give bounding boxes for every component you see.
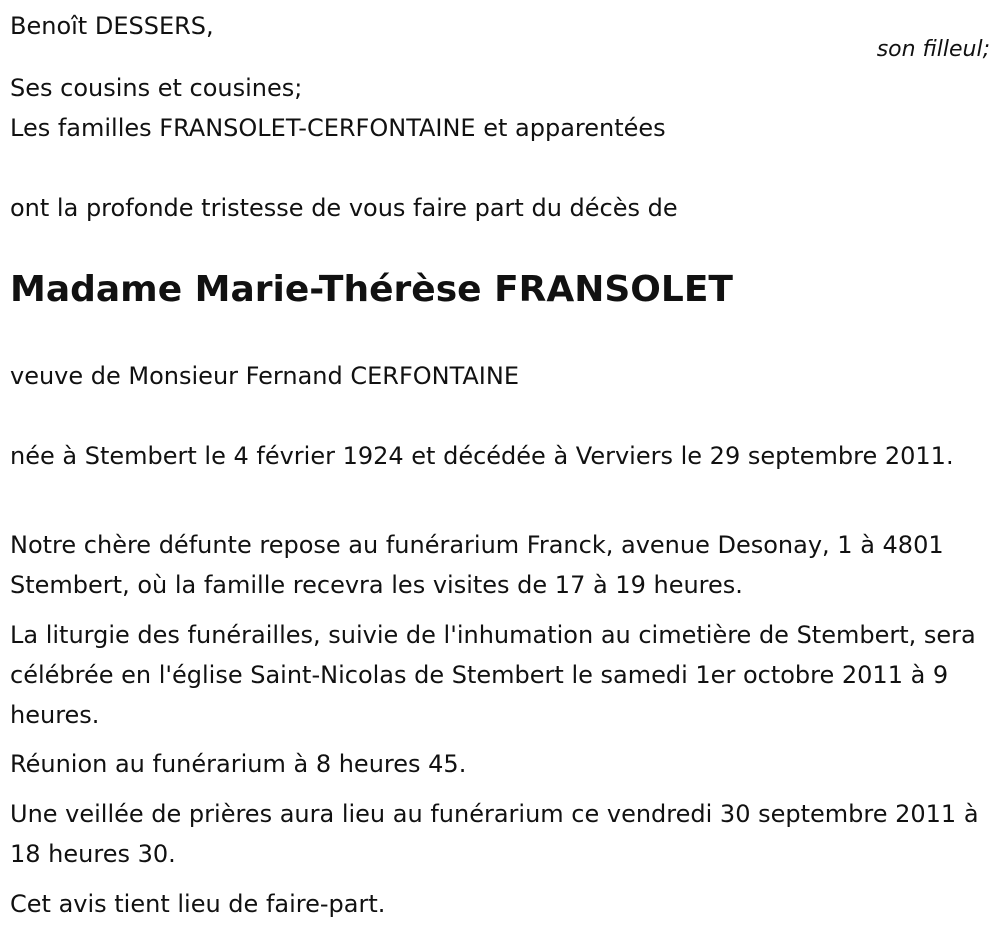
widow-of-line: veuve de Monsieur Fernand CERFONTAINE bbox=[10, 362, 520, 390]
vigil-paragraph: Une veillée de prières aura lieu au funérarium ce vendredi 30 septembre 2011 à 18 heures 30. bbox=[10, 800, 979, 868]
meeting-paragraph: Réunion au funérarium à 8 heures 45. bbox=[10, 750, 467, 778]
deceased-name: Madame Marie-Thérèse FRANSOLET bbox=[10, 269, 733, 310]
notice-paragraph: Cet avis tient lieu de faire-part. bbox=[10, 890, 386, 918]
birth-death-paragraph: née à Stembert le 4 février 1924 et décédée à Verviers le 29 septembre 2011. bbox=[10, 442, 954, 470]
relation-line: son filleul; bbox=[876, 37, 990, 62]
repose-paragraph: Notre chère défunte repose au funérarium Franck, avenue Desonay, 1 à 4801 Stembert, où la famille recevra les visites de 17 à 19 heures. bbox=[10, 531, 944, 599]
families-line: Les familles FRANSOLET-CERFONTAINE et apparentées bbox=[10, 114, 666, 142]
announcement-line: ont la profonde tristesse de vous faire part du décès de bbox=[10, 194, 678, 222]
signatory-line: Benoît DESSERS, bbox=[10, 12, 214, 40]
cousins-line: Ses cousins et cousines; bbox=[10, 74, 303, 102]
liturgy-paragraph: La liturgie des funérailles, suivie de l'inhumation au cimetière de Stembert, sera célébrée en l'église Saint-Nicolas de Stembert le samedi 1er octobre 2011 à 9 heures. bbox=[10, 621, 976, 729]
